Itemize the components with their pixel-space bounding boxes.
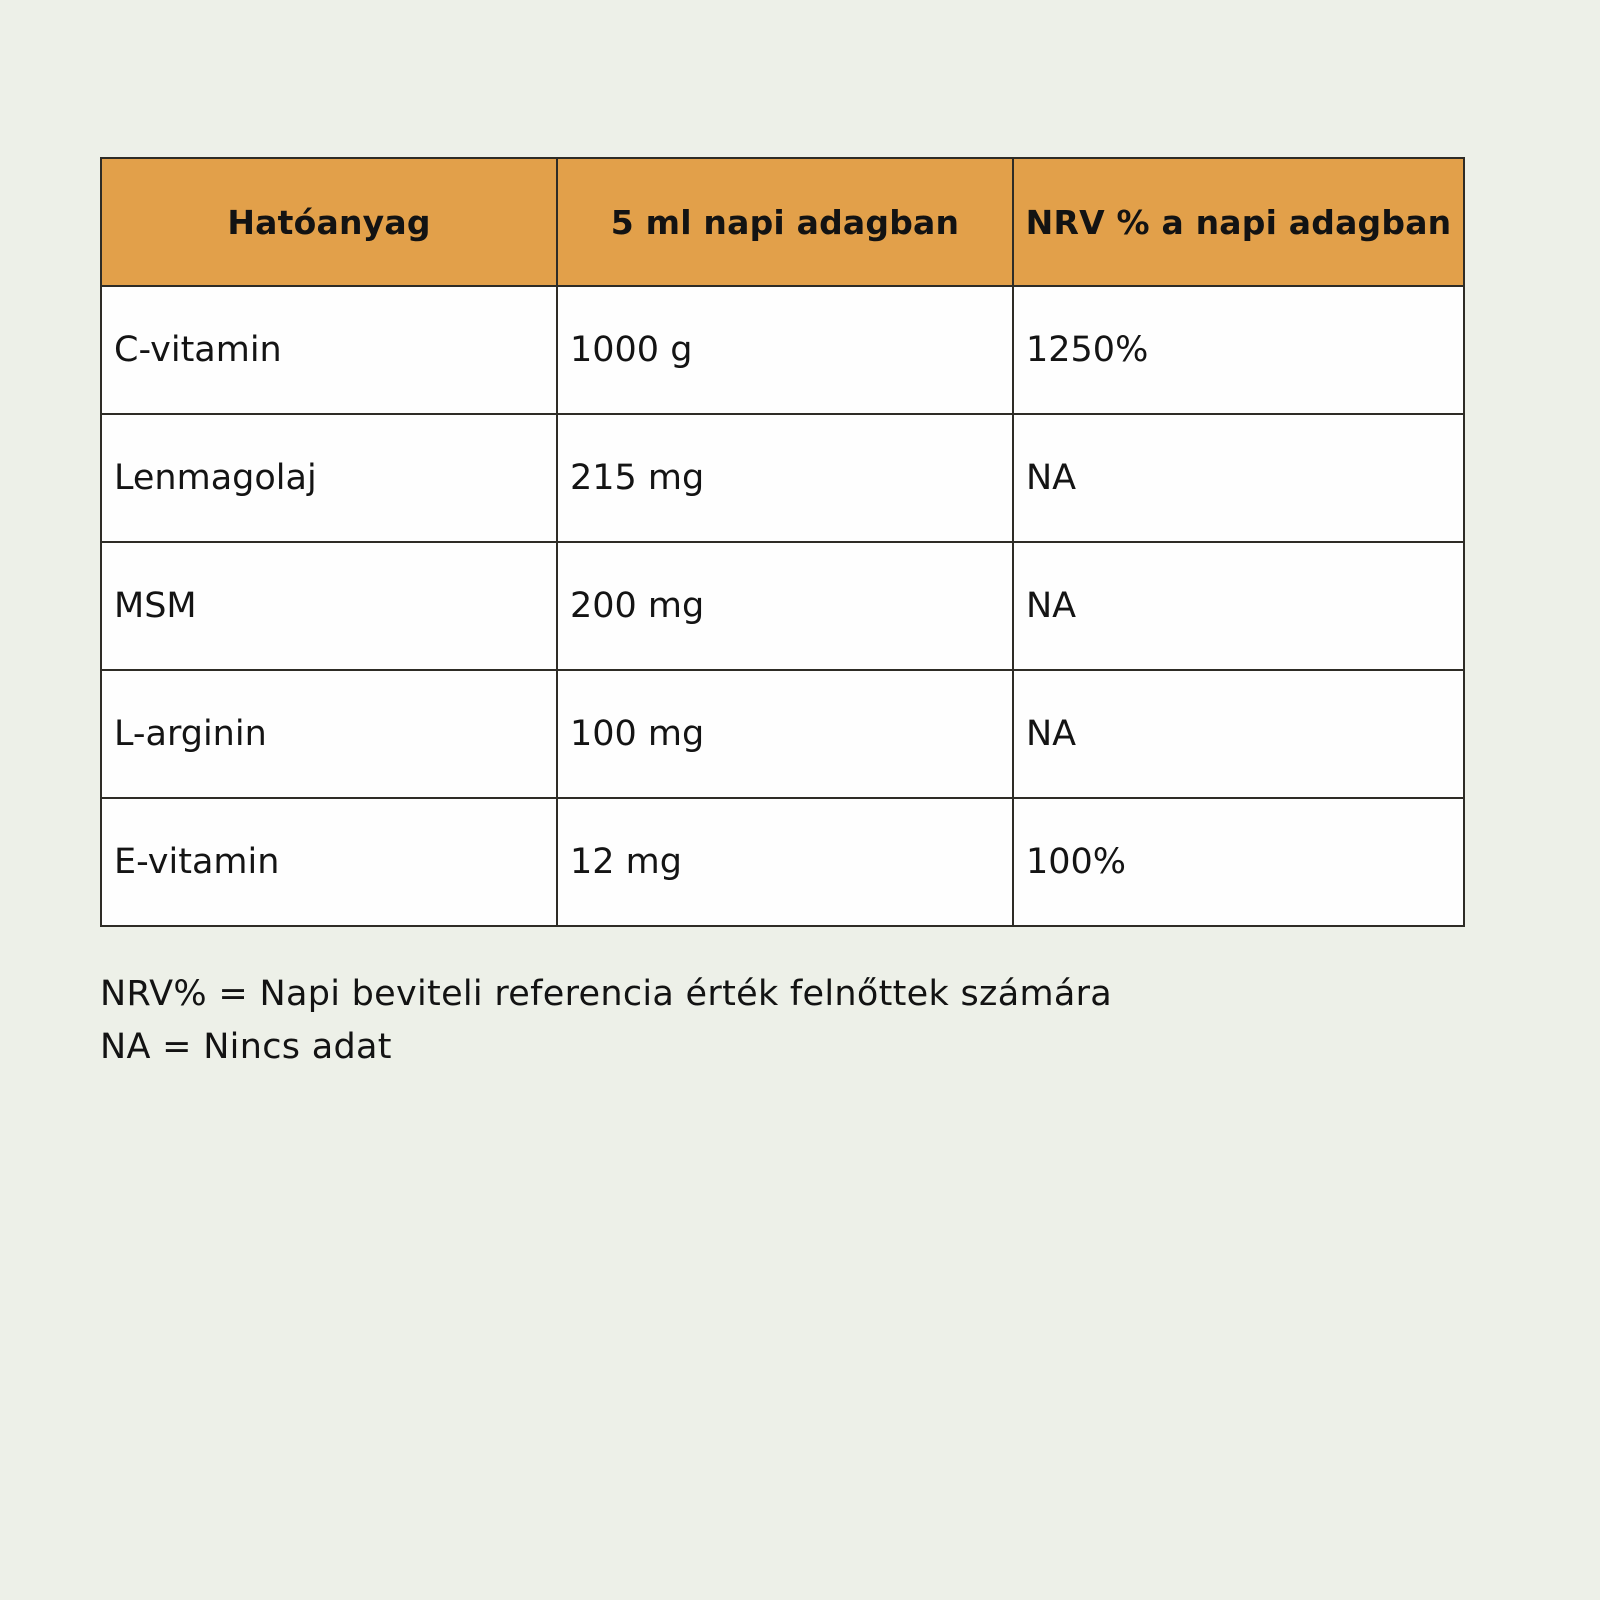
nrv-cell: 100% bbox=[1013, 798, 1464, 926]
table-body bbox=[101, 286, 1464, 926]
column-header-amount: 5 ml napi adagban bbox=[557, 158, 1013, 286]
ingredient-name-cell: MSM bbox=[101, 542, 557, 670]
amount-cell: 1000 g bbox=[557, 286, 1013, 414]
nrv-cell: 1250% bbox=[1013, 286, 1464, 414]
nrv-cell: NA bbox=[1013, 414, 1464, 542]
amount-cell: 12 mg bbox=[557, 798, 1013, 926]
table-row bbox=[101, 286, 1464, 414]
footnote-na-definition: NA = Nincs adat bbox=[100, 1027, 392, 1068]
ingredient-name-cell: E-vitamin bbox=[101, 798, 557, 926]
table-row bbox=[101, 542, 1464, 670]
amount-cell: 100 mg bbox=[557, 670, 1013, 798]
nrv-cell: NA bbox=[1013, 670, 1464, 798]
ingredient-name-cell: Lenmagolaj bbox=[101, 414, 557, 542]
table-row bbox=[101, 670, 1464, 798]
column-header-nrv: NRV % a napi adagban bbox=[1013, 158, 1464, 286]
table-row bbox=[101, 798, 1464, 926]
amount-cell: 215 mg bbox=[557, 414, 1013, 542]
footnote-nrv-definition: NRV% = Napi beviteli referencia érték felnőttek számára bbox=[100, 974, 1113, 1014]
table-header bbox=[101, 158, 1464, 286]
amount-cell: 200 mg bbox=[557, 542, 1013, 670]
column-header-ingredient: Hatóanyag bbox=[101, 158, 557, 286]
table-row bbox=[101, 414, 1464, 542]
ingredient-name-cell: C-vitamin bbox=[101, 286, 557, 414]
nrv-cell: NA bbox=[1013, 542, 1464, 670]
footnotes bbox=[100, 968, 1112, 1074]
header-row bbox=[101, 158, 1464, 286]
nutrition-facts-table bbox=[100, 157, 1465, 927]
ingredient-name-cell: L-arginin bbox=[101, 670, 557, 798]
